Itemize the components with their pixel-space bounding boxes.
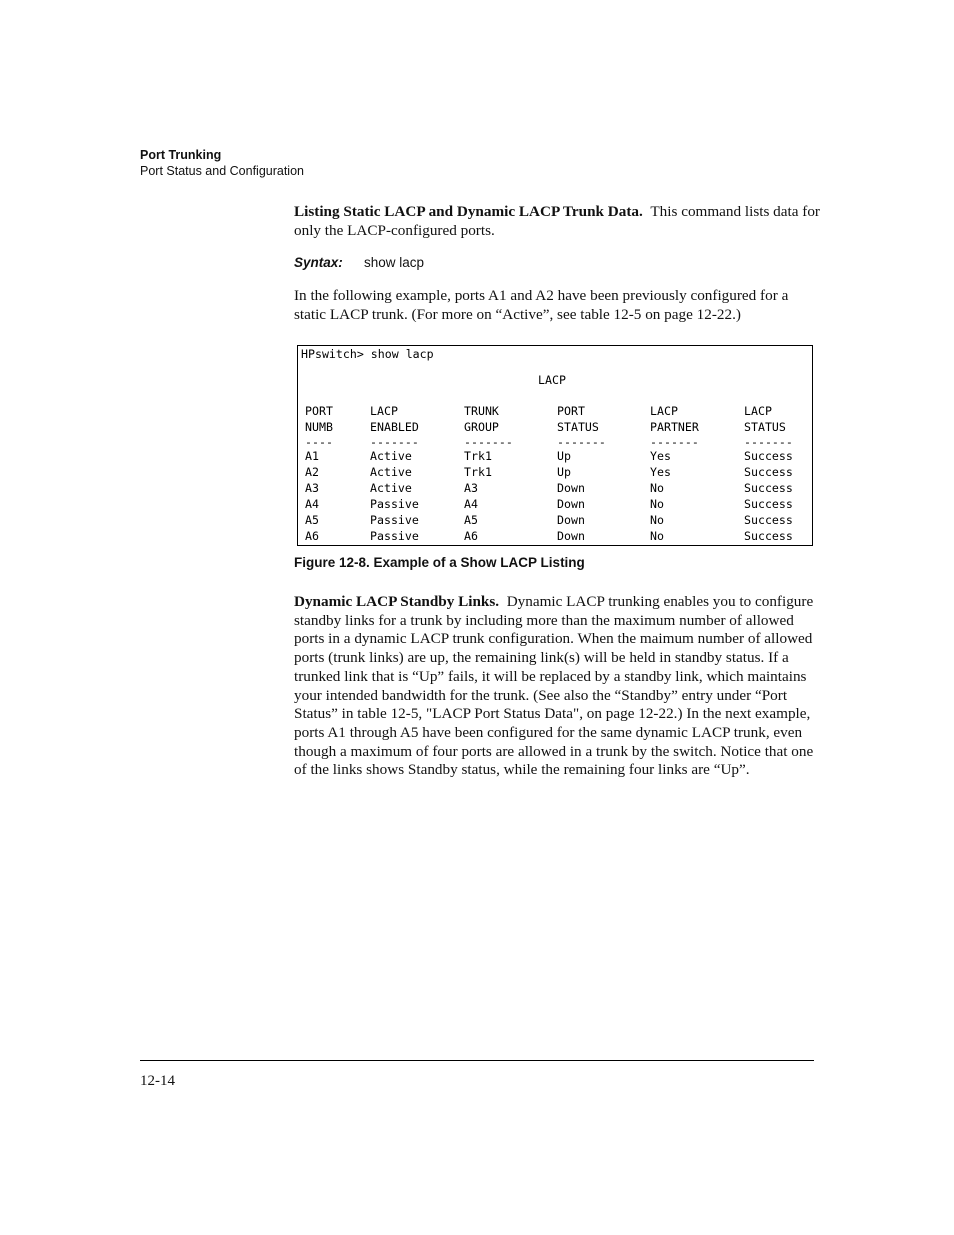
running-header-chapter: Port Trunking — [140, 148, 222, 162]
console-header-line2-col-1: NUMB — [305, 420, 333, 434]
intro-heading: Listing Static LACP and Dynamic LACP Trunk Data. — [294, 203, 643, 220]
console-row-3-col-2: Active — [370, 481, 412, 495]
console-row-5-col-3: A5 — [464, 513, 478, 527]
console-row-4-col-5: No — [650, 497, 664, 511]
console-separator-col-2: ------- — [370, 435, 419, 449]
console-row-6-col-3: A6 — [464, 529, 478, 543]
console-row-3-col-5: No — [650, 481, 664, 495]
console-row-1-col-5: Yes — [650, 449, 671, 463]
console-row-1-col-4: Up — [557, 449, 571, 463]
syntax-line — [294, 255, 424, 270]
console-header-line1-col-2: LACP — [370, 404, 398, 418]
console-row-5-col-6: Success — [744, 513, 793, 527]
console-row-6-col-5: No — [650, 529, 664, 543]
console-header-line1-col-3: TRUNK — [464, 404, 499, 418]
console-row-6-col-1: A6 — [305, 529, 319, 543]
console-row-4-col-2: Passive — [370, 497, 419, 511]
console-header-line1-col-1: PORT — [305, 404, 333, 418]
console-header-line1-col-5: LACP — [650, 404, 678, 418]
figure-caption: Figure 12-8. Example of a Show LACP Listing — [294, 555, 585, 570]
footer-rule — [140, 1060, 814, 1061]
standby-heading: Dynamic LACP Standby Links. — [294, 593, 500, 610]
syntax-label: Syntax: — [294, 255, 343, 270]
console-row-1-col-1: A1 — [305, 449, 319, 463]
console-separator-col-1: ---- — [305, 435, 333, 449]
intro-paragraph — [294, 203, 824, 240]
console-row-1-col-3: Trk1 — [464, 449, 492, 463]
console-row-6-col-6: Success — [744, 529, 793, 543]
console-row-1-col-2: Active — [370, 449, 412, 463]
console-row-3-col-4: Down — [557, 481, 585, 495]
console-header-line1-col-6: LACP — [744, 404, 772, 418]
console-row-4-col-3: A4 — [464, 497, 478, 511]
standby-text: Dynamic LACP trunking enables you to configure standby links for a trunk by including more than the maximum number of allowed ports in a dynamic LACP trunk configuration. When the maimum number of allowed ports (trunk links) are up, the remaining link(s) will be held in standby status. If a trunked link that is “Up” fails, it will be replaced by a standby link, which maintains your intended bandwidth for the trunk. (See also the “Standby” entry under “Port Status” in table 12-5, "LACP Port Status Data", on page 12-22.) In the next example, ports A1 through A5 have been configured for the same dynamic LACP trunk, even though a maximum of four ports are allowed in a trunk by the switch. Notice that one of the links shows Standby status, while the remaining four links are “Up”. — [294, 593, 814, 779]
console-row-3-col-1: A3 — [305, 481, 319, 495]
console-header-line2-col-4: STATUS — [557, 420, 599, 434]
console-row-1-col-6: Success — [744, 449, 793, 463]
console-separator-col-6: ------- — [744, 435, 793, 449]
console-separator-col-3: ------- — [464, 435, 513, 449]
console-row-5-col-1: A5 — [305, 513, 319, 527]
example-paragraph: In the following example, ports A1 and A2 have been previously configured for a static LACP trunk. (For more on “Active”, see table 12-5 on page 12-22.) — [294, 287, 789, 323]
console-row-2-col-3: Trk1 — [464, 465, 492, 479]
console-prompt: HPswitch> show lacp — [301, 347, 434, 361]
console-row-4-col-6: Success — [744, 497, 793, 511]
console-row-2-col-6: Success — [744, 465, 793, 479]
page-number: 12-14 — [140, 1073, 175, 1089]
running-header-section: Port Status and Configuration — [140, 164, 304, 178]
console-row-4-col-1: A4 — [305, 497, 319, 511]
intro-text: This command lists data for only the LACP-configured ports. — [294, 203, 820, 239]
console-row-5-col-5: No — [650, 513, 664, 527]
console-row-3-col-3: A3 — [464, 481, 478, 495]
console-row-5-col-2: Passive — [370, 513, 419, 527]
console-row-5-col-4: Down — [557, 513, 585, 527]
console-separator-col-4: ------- — [557, 435, 606, 449]
standby-paragraph — [294, 593, 824, 780]
console-row-2-col-4: Up — [557, 465, 571, 479]
console-separator-col-5: ------- — [650, 435, 699, 449]
console-row-6-col-2: Passive — [370, 529, 419, 543]
syntax-command: show lacp — [364, 255, 425, 270]
console-output — [297, 345, 813, 546]
console-row-2-col-5: Yes — [650, 465, 671, 479]
console-row-6-col-4: Down — [557, 529, 585, 543]
console-header-line2-col-3: GROUP — [464, 420, 499, 434]
console-title: LACP — [538, 373, 566, 387]
console-header-line2-col-2: ENABLED — [370, 420, 419, 434]
console-row-2-col-1: A2 — [305, 465, 319, 479]
console-header-line2-col-5: PARTNER — [650, 420, 699, 434]
console-row-2-col-2: Active — [370, 465, 412, 479]
console-header-line2-col-6: STATUS — [744, 420, 786, 434]
console-row-4-col-4: Down — [557, 497, 585, 511]
console-row-3-col-6: Success — [744, 481, 793, 495]
console-header-line1-col-4: PORT — [557, 404, 585, 418]
